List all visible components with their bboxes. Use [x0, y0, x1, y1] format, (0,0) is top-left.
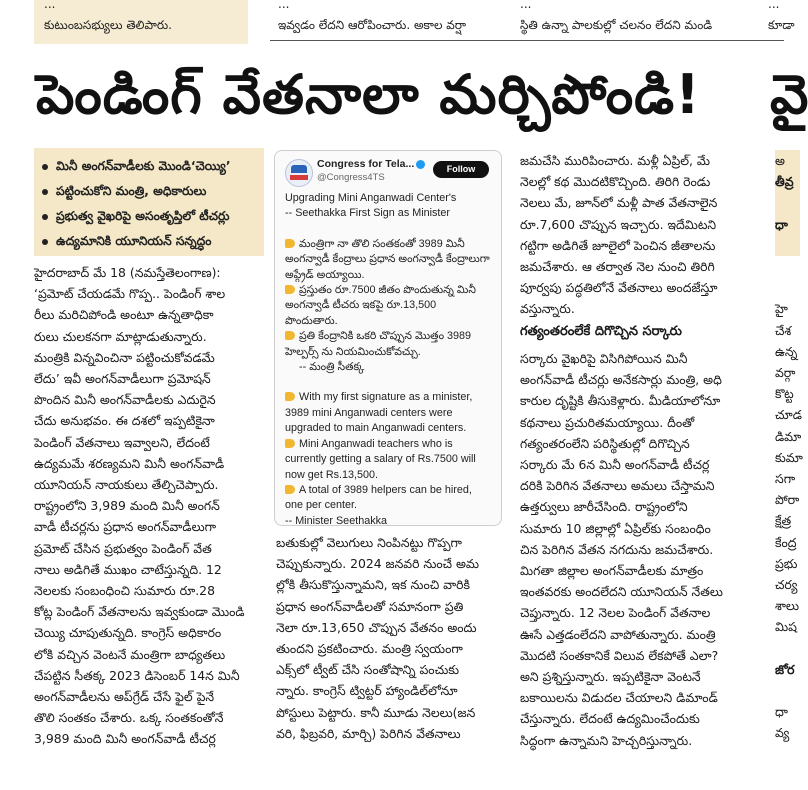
article-column-3: జమచేసి మురిపించారు. మళ్లీ ఏప్రిల్, మే నెలల్లో కథ మొదటికొచ్చింది. తిరిగి రెండు నెలలు మే, జూన్‌లో మళ్లీ పాత వేతనాలైన రూ.7,600 చొప్పున ఇచ్చారు. ఇదేమిటని గట్టిగా అడిగితే జూలైలో పెంచిన జీతాలను జమచేశారు. ఆ తర్వాత నెల నుంచి తిరిగి పూర్వపు పద్ధతిలోనే వేతనాలు అందజేస్తూ వస్తున్నారు. [520, 153, 718, 317]
highlights-box [34, 148, 264, 256]
tweet-sign-en: -- Minister Seethakka [285, 514, 388, 527]
tweet-point-te: ప్రస్తుతం రూ.7500 జీతం పొందుతున్న మినీ అంగన్వాడీ టీచరు ఇకపై రూ.13,500 పొందుతారు. [285, 284, 476, 327]
highlight-item: ఉద్యమానికి యూనియన్ సన్నద్ధం [42, 229, 264, 254]
highlight-item: పట్టించుకోని మంత్రి, అధికారులు [42, 179, 264, 204]
follow-button[interactable]: Follow [433, 161, 489, 178]
tweet-point-te: మంత్రిగా నా తొలి సంతకంతో 3989 మినీ అంగన్వాడీ కేంద్రాలు ప్రధాన అంగన్వాడీ కేంద్రాలుగా అప్గ్రేడ్ అయ్యాయి. [285, 237, 490, 281]
top-card-text: ... కుటుంబసభ్యులు తెలిపారు. [44, 0, 172, 32]
tweet-point-te: ప్రతి కేంద్రానికి ఒకరి చొప్పున మొత్తం 3989 హెల్పర్స్ ను నియమించుకోవచ్చు. [285, 330, 472, 358]
top-column-2: ... ఇవ్వడం లేదని ఆరోపించారు. అకాల వర్షా [278, 0, 467, 32]
congress-logo-avatar [285, 159, 313, 187]
pointing-hand-icon [285, 239, 295, 248]
pointing-hand-icon [285, 331, 295, 340]
tweet-account-name: Congress for Tela... [317, 158, 425, 170]
highlight-item: ప్రభుత్వ వైఖరిపై అసంతృప్తిలో టీచర్లు [42, 204, 264, 229]
tweet-header [285, 157, 491, 189]
article-column-2: బతుకుల్లో వెలుగులు నింపినట్టు గొప్పగా చెప్పుకున్నారు. 2024 జనవరి నుంచే అమ ల్లోకి తీసుకొస్తున్నామని, ఇక నుంచి వారికి ప్రధాన అంగన్‌వాడీలతో సమానంగా ప్రతి నెలా రూ.13,650 చొప్పున వేతనం అందు తుందని ప్రకటించారు. మంత్రి స్వయంగా ఎక్స్‌లో ట్వీట్ చేసి సంతోషాన్ని పంచుకు న్నారు. కాంగ్రెస్ ట్విట్టర్ హ్యాండిల్‌లోనూ పోస్టులు పెట్టారు. కానీ మూడు నెలలు(జన వరి, ఫిబ్రవరి, మార్చి) పెరిగిన వేతనాలు [276, 535, 480, 741]
article-column-1: హైదరాబాద్ మే 18 (నమస్తేతెలంగాణ): ‘ప్రమోట్ చేయడమే గొప్ప.. పెండింగ్ శాల రీలు మరిచిపోండి అంటూ ఉన్నతాధికా రులు చులకనగా మాట్లాడుతున్నారు. మంత్రికి విన్నవించినా పట్టించుకోవడమే లేదు’ ఇవీ అంగన్‌వాడీలుగా ప్రమోషన్ పొందిన మినీ అంగన్‌వాడీలకు ఎదురైన చేదు అనుభవం. ఈ దశలో ఇప్పటికైనా పెండింగ్ వేతనాలు ఇవ్వాలని, లేదంటే ఉద్యమమే శరణ్యమని మినీ అంగన్‌వాడీ యూనియన్ నాయకులు తేల్చిచెప్పారు. రాష్ట్రంలోని 3,989 మంది మినీ అంగన్ వాడీ టీచర్లను ప్రధాన అంగన్‌వాడీలుగా ప్రమోట్ చేసిన ప్రభుత్వం పెండింగ్ వేత నాలు అడిగితే ముఖం చాటేస్తున్నది. 12 నెలలకు సంబంధించి సుమారు రూ.28 కోట్ల పెండింగ్ వేతనాలను ఇవ్వకుండా మొండి చెయ్యి చూపుతున్నది. కాంగ్రెస్ అధికారం లోకి వచ్చిన వెంటనే మంత్రిగా బాధ్యతలు చేపట్టిన సీతక్క 2023 డిసెంబర్ 14న మినీ అంగన్‌వాడీలను అప్‌గ్రేడ్ చేసే ఫైల్ పైనే తొలి సంతకం చేశారు. ఒక్క సంతకంతోనే 3,989 మంది మినీ అంగన్‌వాడీ టీచర్ల [34, 265, 245, 747]
pointing-hand-icon [285, 392, 295, 401]
tweet-body [285, 191, 491, 529]
article-column-3-continued: సర్కారు వైఖరిపై విసిగిపోయిన మినీ అంగన్‌వాడీ టీచర్లు అనేకసార్లు మంత్రి, అధి కారుల దృష్టికి తీసుకెళ్లారు. మీడియాలోనూ కథనాలు ప్రచురితమయ్యాయి. దీంతో గత్యంతరంలేని పరిస్థితుల్లో దిగొచ్చిన సర్కారు మే 6న మినీ అంగన్‌వాడీ టీచర్ల దరికి పెరిగిన వేతనాలు అమలు చేస్తామని ఉత్తర్వులు జారీచేసింది. రాష్ట్రంలోని సుమారు 10 జిల్లాల్లో ఏప్రిల్‌కు సంబంధిం చిన పెరిగిన వేతన నగదును జమచేశారు. మిగతా జిల్లాల అంగన్‌వాడీలకు మాత్రం ఇంతవరకు అందలేదని యూనియన్ నేతలు చెప్తున్నారు. 12 నెలల పెండింగ్ వేతనాల ఊసే ఎత్తడంలేదని వాపోతున్నారు. మంత్రి మొదటి సంతకానికే విలువ లేకపోతే ఎలా? అని ప్రశ్నిస్తున్నారు. ఇప్పటికైనా వెంటనే బకాయిలను విడుదల చేయాలని డిమాండ్ చేస్తున్నారు. లేదంటే ఉద్యమించేందుకు సిద్ధంగా ఉన్నామని హెచ్చరిస్తున్నారు. [520, 351, 723, 748]
bullet-icon [42, 164, 48, 170]
pointing-hand-icon [285, 439, 295, 448]
headline: పెండింగ్ వేతనాలా మర్చిపోండి! [36, 63, 701, 126]
bullet-icon [42, 189, 48, 195]
tweet-embed [274, 150, 502, 526]
top-divider [270, 40, 784, 41]
pointing-hand-icon [285, 485, 295, 494]
top-column-3: ... స్థితి ఉన్నా పాలకుల్లో చలనం లేదని మండి [520, 0, 713, 32]
bullet-icon [42, 214, 48, 220]
top-column-4: ... కూడా [768, 0, 795, 32]
tweet-subtitle: -- Seethakka First Sign as Minister [285, 207, 451, 220]
tweet-point-en: With my first signature as a minister, 3989 mini Anganwadi centers were upgraded to main Anganwadi centers. [285, 391, 473, 435]
tweet-handle: @Congress4TS [317, 172, 385, 183]
tweet-point-en: Mini Anganwadi teachers who is currently getting a salary of Rs.7500 will now get Rs.13,500. [285, 437, 476, 481]
section-subheading: గత్యంతరంలేకే దిగొచ్చిన సర్కారు [520, 324, 682, 339]
highlight-item: మినీ అంగన్‌వాడీలకు మొండి‘చెయ్యి’ [42, 154, 264, 179]
tweet-sign-te: -- మంత్రి సీతక్క [299, 361, 365, 374]
adjacent-article-fragment: అ తీవ్ర ధా హై చేశ ఉన్న వర్గా కొట్ట చూడ డిమా కుమా సగా పోరా క్షేత్ర కేంద్ర ప్రభు చర్య శాలు మిష జోర ధా వ్య [775, 150, 800, 744]
next-headline-fragment: వై [770, 63, 808, 126]
tweet-point-en: A total of 3989 helpers can be hired, one per center. [285, 483, 472, 512]
tweet-title: Upgrading Mini Anganwadi Center's [285, 192, 457, 204]
verified-badge-icon [416, 160, 425, 169]
bullet-icon [42, 239, 48, 245]
pointing-hand-icon [285, 285, 295, 294]
